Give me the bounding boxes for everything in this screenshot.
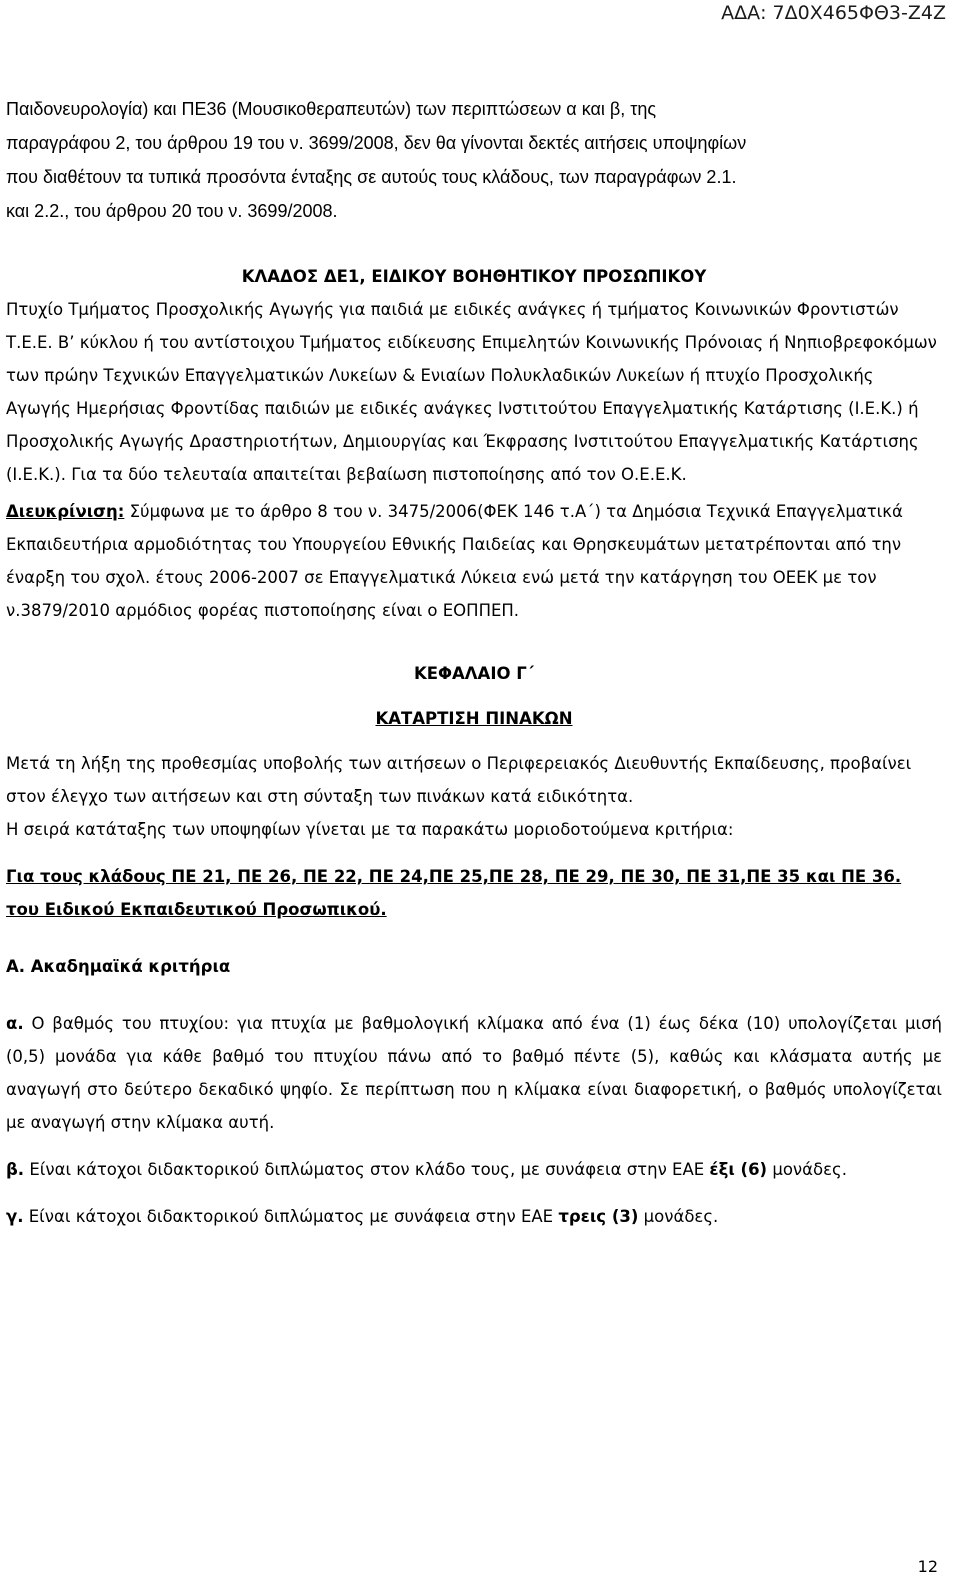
intro-line: παραγράφου 2, του άρθρου 19 του ν. 3699/2008, δεν θα γίνονται δεκτές αιτήσεις υποψηφίων: [6, 133, 747, 153]
clarification-text: Σύμφωνα με το άρθρο 8 του ν. 3475/2006(ΦΕΚ 146 τ.Α΄) τα Δημόσια Τεχνικά Επαγγελματικά Εκπαιδευτήρια αρμοδιότητας του Υπουργείου Εθνικής Παιδείας και Θρησκευμάτων μετατρέπονται από την έναρξη του σχολ. έτους 2006-2007 σε Επαγγελματικά Λύκεια ενώ μετά την κατάργηση του ΟΕΕΚ με τον ν.3879/2010 αρμόδιος φορέας πιστοποίησης είναι ο ΕΟΠΠΕΠ.: [6, 502, 903, 620]
criterion-points: έξι (6): [709, 1160, 768, 1179]
intro-line: Παιδονευρολογία) και ΠΕ36 (Μουσικοθεραπευτών) των περιπτώσεων α και β, της: [6, 99, 657, 119]
chapter-subtitle: ΚΑΤΑΡΤΙΣΗ ΠΙΝΑΚΩΝ: [375, 709, 573, 728]
criterion-tail: μονάδες.: [638, 1207, 719, 1226]
clarification-label: Διευκρίνιση:: [6, 502, 125, 521]
intro-line: που διαθέτουν τα τυπικά προσόντα ένταξης σε αυτούς τους κλάδους, των παραγράφων 2.1.: [6, 167, 737, 187]
section-de1-title: ΚΛΑΔΟΣ ΔΕ1, ΕΙΔΙΚΟΥ ΒΟΗΘΗΤΙΚΟΥ ΠΡΟΣΩΠΙΚΟΥ: [241, 267, 707, 286]
ada-code: ΑΔΑ: 7Δ0Χ465ΦΘ3-Ζ4Ζ: [721, 2, 946, 24]
branches-heading: Για τους κλάδους ΠΕ 21, ΠΕ 26, ΠΕ 22, ΠΕ 24,ΠΕ 25,ΠΕ 28, ΠΕ 29, ΠΕ 30, ΠΕ 31,ΠΕ 35 και ΠΕ 36.: [6, 867, 902, 886]
chapter-paragraph: Η σειρά κατάταξης των υποψηφίων γίνεται με τα παρακάτω μοριοδοτούμενα κριτήρια:: [6, 820, 734, 839]
chapter-paragraph: Μετά τη λήξη της προθεσμίας υποβολής των αιτήσεων ο Περιφερειακός Διευθυντής Εκπαίδευσης, προβαίνει στον έλεγχο των αιτήσεων και στη σύνταξη των πινάκων κατά ειδικότητα.: [6, 754, 912, 806]
document-content: [6, 92, 942, 1233]
intro-paragraph: [6, 92, 942, 228]
criterion-tail: μονάδες.: [767, 1160, 847, 1179]
branches-subheading: του Ειδικού Εκπαιδευτικού Προσωπικού.: [6, 900, 387, 919]
criterion-b: [6, 1153, 942, 1186]
criterion-points: τρεις (3): [558, 1207, 639, 1226]
criterion-text: Ο βαθμός του πτυχίου: για πτυχία με βαθμολογική κλίμακα από ένα (1) έως δέκα (10) υπολογίζεται μισή (0,5) μονάδα για κάθε βαθμό του πτυχίου πάνω από το βαθμό πέντε (5), καθώς και κλάσματα αυτής με αναγωγή στο δεύτερο δεκαδικό ψηφίο. Σε περίπτωση που η κλίμακα είναι διαφορετική, ο βαθμός υπολογίζεται με αναγωγή στην κλίμακα αυτή.: [6, 1014, 942, 1132]
page-number: 12: [917, 1557, 938, 1576]
criterion-text: Είναι κάτοχοι διδακτορικού διπλώματος με συνάφεια στην ΕΑΕ: [23, 1207, 559, 1226]
intro-line: και 2.2., του άρθρου 20 του ν. 3699/2008.: [6, 201, 338, 221]
criterion-a: [6, 1007, 942, 1139]
clarification-paragraph: [6, 495, 942, 627]
criteria-heading: Α. Ακαδημαϊκά κριτήρια: [6, 957, 231, 976]
criterion-label: β.: [6, 1160, 25, 1179]
chapter-title: ΚΕΦΑΛΑΙΟ Γ΄: [413, 664, 535, 683]
criterion-c: [6, 1200, 942, 1233]
criterion-text: Είναι κάτοχοι διδακτορικού διπλώματος στον κλάδο τους, με συνάφεια στην ΕΑΕ: [24, 1160, 710, 1179]
section-de1-text: Πτυχίο Τμήματος Προσχολικής Αγωγής για παιδιά με ειδικές ανάγκες ή τμήματος Κοινωνικών Φροντιστών Τ.Ε.Ε. Β’ κύκλου ή του αντίστοιχου Τμήματος ειδίκευσης Επιμελητών Κοινωνικής Πρόνοιας ή Νηπιοβρεφοκόμων των πρώην Τεχνικών Επαγγελματικών Λυκείων & Ενιαίων Πολυκλαδικών Λυκείων ή πτυχίο Προσχολικής Αγωγής Ημερήσιας Φροντίδας παιδιών με ειδικές ανάγκες Ινστιτούτου Επαγγελματικής Κατάρτισης (Ι.Ε.Κ.) ή Προσχολικής Αγωγής Δραστηριοτήτων, Δημιουργίας και Έκφρασης Ινστιτούτου Επαγγελματικής Κατάρτισης (Ι.Ε.Κ.). Για τα δύο τελευταία απαιτείται βεβαίωση πιστοποίησης από τον Ο.Ε.Ε.Κ.: [6, 300, 937, 484]
criterion-label: α.: [6, 1014, 24, 1033]
criterion-label: γ.: [6, 1207, 24, 1226]
